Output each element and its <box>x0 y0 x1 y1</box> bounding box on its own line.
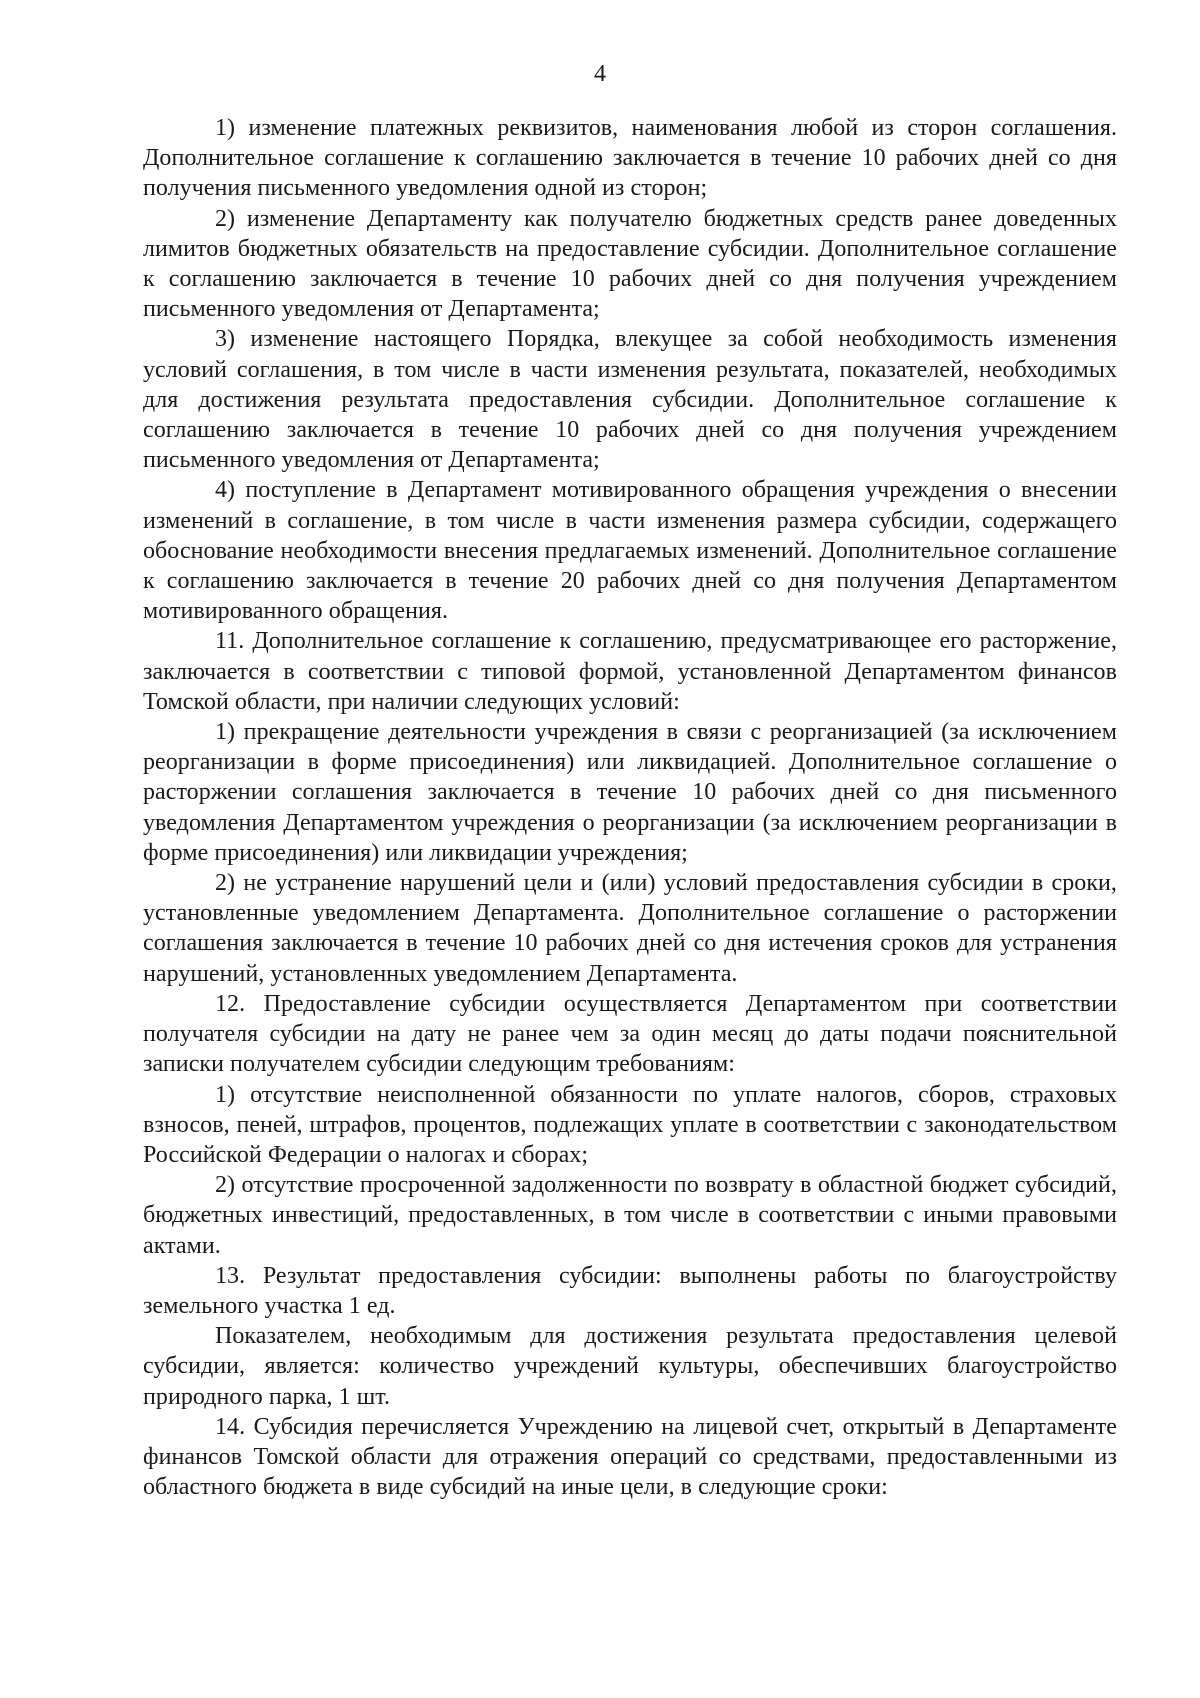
paragraph-change-procedure: 3) изменение настоящего Порядка, влекущее за собой необходимость изменения условий соглашения, в том числе в части изменения результата, показателей, необходимых для достижения результата предоставления субсидии. Дополнительное соглашение к соглашению заключается в течение 10 рабочих дней со дня получения учреждением письменного уведомления от Департамента; <box>143 326 1117 474</box>
paragraph-change-payment-details: 1) изменение платежных реквизитов, наименования любой из сторон соглашения. Дополнительное соглашение к соглашению заключается в течение 10 рабочих дней со дня получения письменного уведомления одной из сторон; <box>143 115 1117 202</box>
paragraph-termination-reorganization: 1) прекращение деятельности учреждения в связи с реорганизацией (за исключением реорганизации в форме присоединения) или ликвидацией. Дополнительное соглашение о расторжении соглашения заключается в течение 10 рабочих дней со дня письменного уведомления Департаментом учреждения о реорганизации (за исключением реорганизации в форме присоединения) или ликвидации учреждения; <box>143 719 1117 866</box>
paragraph-no-overdue-debt: 2) отсутствие просроченной задолженности по возврату в областной бюджет субсидий, бюджетных инвестиций, предоставленных, в том числе в соответствии с иными правовыми актами. <box>143 1172 1117 1259</box>
paragraph-14-transfer: 14. Субсидия перечисляется Учреждению на лицевой счет, открытый в Департаменте финансов Томской области для отражения операций со средствами, предоставленными из областного бюджета в виде субсидий на иные цели, в следующие сроки: <box>143 1413 1117 1501</box>
paragraph-indicator: Показателем, необходимым для достижения результата предоставления целевой субсидии, является: количество учреждений культуры, обеспечивших благоустройство природного парка, 1 шт. <box>143 1323 1117 1410</box>
page-number: 4 <box>594 61 606 87</box>
paragraph-no-tax-arrears: 1) отсутствие неисполненной обязанности по уплате налогов, сборов, страховых взносов, пеней, штрафов, процентов, подлежащих уплате в соответствии с законодательством Российской Федерации о налогах и сборах; <box>143 1081 1117 1168</box>
paragraph-termination-violations: 2) не устранение нарушений цели и (или) условий предоставления субсидии в сроки, установленные уведомлением Департамента. Дополнительное соглашение о расторжении соглашения заключается в течение 10 рабочих дней со дня истечения сроков для устранения нарушений, установленных уведомлением Департамента. <box>143 870 1117 987</box>
paragraph-motivated-request: 4) поступление в Департамент мотивированного обращения учреждения о внесении изменений в соглашение, в том числе в части изменения размера субсидии, содержащего обоснование необходимости внесения предлагаемых изменений. Дополнительное соглашение к соглашению заключается в течение 20 рабочих дней со дня получения Департаментом мотивированного обращения. <box>143 477 1117 625</box>
paragraph-12-requirements: 12. Предоставление субсидии осуществляется Департаментом при соответствии получателя субсидии на дату не ранее чем за один месяц до даты подачи пояснительной записки получателем субсидии следующим требованиям: <box>143 990 1117 1078</box>
paragraph-13-result: 13. Результат предоставления субсидии: выполнены работы по благоустройству земельного участка 1 ед. <box>143 1262 1117 1319</box>
paragraph-11-termination: 11. Дополнительное соглашение к соглашению, предусматривающее его расторжение, заключается в соответствии с типовой формой, установленной Департаментом финансов Томской области, при наличии следующих условий: <box>143 628 1117 715</box>
paragraph-change-budget-limits: 2) изменение Департаменту как получателю бюджетных средств ранее доведенных лимитов бюджетных обязательств на предоставление субсидии. Дополнительное соглашение к соглашению заключается в течение 10 рабочих дней со дня получения учреждением письменного уведомления от Департамента; <box>143 205 1117 323</box>
document-body <box>143 113 1117 1502</box>
